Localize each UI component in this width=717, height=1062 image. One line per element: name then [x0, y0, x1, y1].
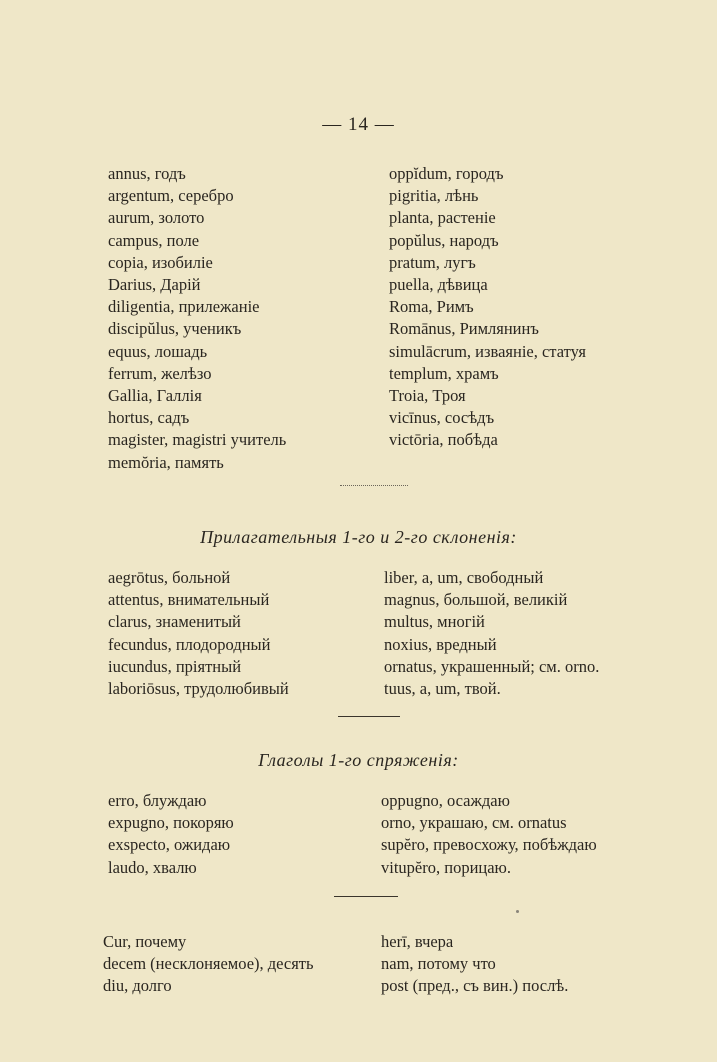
vocab-entry: discipŭlus, ученикъ	[108, 319, 242, 339]
vocab-entry: orno, украшаю, см. ornatus	[381, 813, 567, 833]
vocab-entry: Troia, Троя	[389, 386, 466, 406]
vocab-entry: supĕro, превосхожу, побѣждаю	[381, 835, 597, 855]
vocab-entry: multus, многій	[384, 612, 485, 632]
vocab-entry: pigritia, лѣнь	[389, 186, 479, 206]
vocab-entry: vicīnus, сосѣдъ	[389, 408, 495, 428]
vocab-entry: argentum, серебро	[108, 186, 234, 206]
page-number: — 14 —	[322, 114, 395, 135]
vocab-entry: herī, вчера	[381, 932, 454, 951]
vocab-entry: templum, храмъ	[389, 363, 499, 383]
vocab-entry: puella, дѣвица	[389, 275, 488, 295]
vocab-entry: aegrōtus, больной	[108, 568, 231, 587]
vocab-entry: laboriōsus, трудолюбивый	[108, 679, 289, 699]
vocab-entry: ornatus, украшенный; см. orno.	[384, 656, 600, 676]
vocab-entry: Gallia, Галлія	[108, 386, 202, 406]
vocab-entry: Cur, почему	[103, 932, 187, 951]
vocab-entry: simulācrum, изваяніе, статуя	[389, 341, 587, 361]
vocab-entry: noxius, вредный	[384, 634, 497, 654]
verbs-heading: Глаголы 1-го спряженія:	[258, 750, 459, 770]
vocab-entry: Darius, Дарій	[108, 275, 201, 295]
nouns-left-column	[108, 163, 286, 474]
nouns-right-column	[389, 163, 586, 452]
vocab-entry: decem (несклоняемое), десять	[103, 954, 314, 974]
vocab-entry: ferrum, желѣзо	[108, 363, 212, 383]
vocab-entry: magnus, большой, великій	[384, 590, 568, 610]
vocab-entry: campus, поле	[108, 230, 200, 250]
vocab-entry: copia, изобиліе	[108, 252, 213, 272]
print-speck	[516, 910, 519, 913]
vocab-entry: memŏria, память	[108, 452, 224, 472]
vocab-entry: attentus, внимательный	[108, 590, 270, 610]
adjectives-right-column	[384, 567, 599, 700]
adjectives-left-column	[108, 567, 289, 700]
vocab-entry: popŭlus, народъ	[389, 230, 499, 250]
verbs-right-column	[381, 790, 597, 879]
verbs-left-column	[108, 790, 234, 879]
vocab-entry: tuus, a, um, твой.	[384, 679, 501, 699]
vocab-entry: nam, потому что	[381, 954, 496, 974]
vocab-entry: equus, лошадь	[108, 341, 208, 361]
vocab-entry: planta, растеніе	[389, 208, 496, 228]
vocab-entry: Roma, Римъ	[389, 297, 474, 317]
vocab-entry: diligentia, прилежаніе	[108, 297, 260, 317]
section-divider	[334, 896, 398, 897]
other-words-right-column	[381, 931, 568, 998]
vocab-entry: annus, годъ	[108, 164, 186, 183]
vocab-entry: diu, долго	[103, 976, 172, 996]
vocab-entry: fecundus, плодородный	[108, 634, 271, 654]
vocab-entry: post (пред., съ вин.) послѣ.	[381, 976, 569, 996]
vocab-entry: clarus, знаменитый	[108, 612, 241, 632]
vocab-entry: iucundus, пріятный	[108, 656, 242, 676]
section-divider	[340, 485, 408, 486]
adjectives-heading: Прилагательныя 1-го и 2-го склоненія:	[200, 527, 517, 547]
vocab-entry: magister, magistri учитель	[108, 430, 287, 450]
vocab-entry: Romānus, Римлянинъ	[389, 319, 539, 339]
vocab-entry: oppĭdum, городъ	[389, 164, 504, 183]
section-divider	[338, 716, 400, 717]
other-words-left-column	[103, 931, 314, 998]
vocab-entry: hortus, садъ	[108, 408, 190, 428]
vocab-entry: expugno, покоряю	[108, 813, 234, 833]
vocab-entry: laudo, хвалю	[108, 857, 197, 877]
vocab-entry: exspecto, ожидаю	[108, 835, 231, 855]
vocab-entry: liber, a, um, свободный	[384, 568, 544, 587]
vocab-entry: vitupĕro, порицаю.	[381, 857, 512, 877]
vocab-entry: oppugno, осаждаю	[381, 791, 510, 810]
vocab-entry: victōria, побѣда	[389, 430, 498, 450]
vocab-entry: erro, блуждаю	[108, 791, 207, 810]
vocab-entry: aurum, золото	[108, 208, 205, 228]
vocab-entry: pratum, лугъ	[389, 252, 476, 272]
